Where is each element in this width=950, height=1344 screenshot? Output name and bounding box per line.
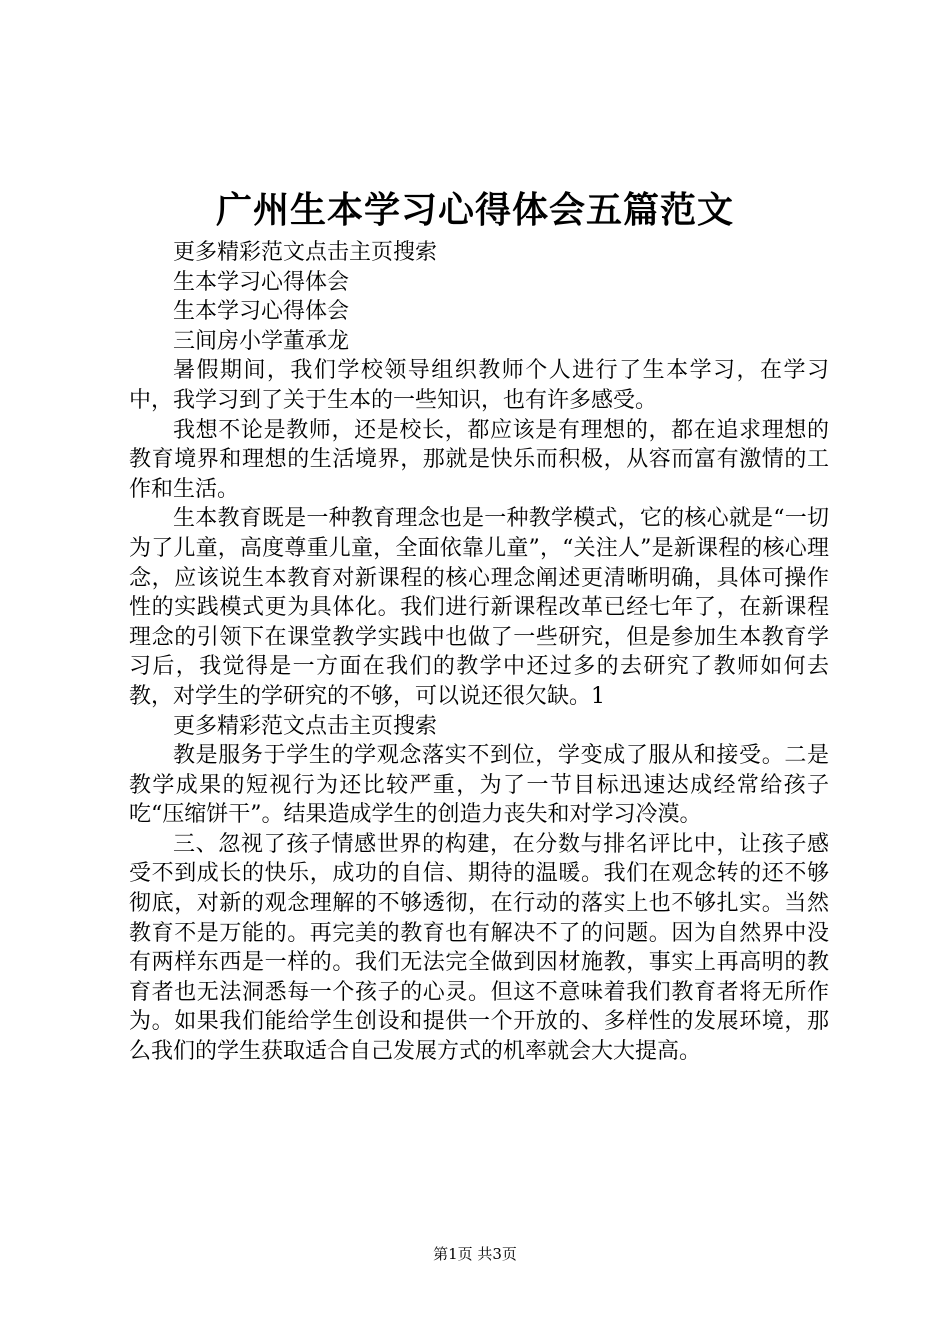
paragraph: 生本学习心得体会 <box>173 299 350 325</box>
paragraph: 更多精彩范文点击主页搜索 <box>173 240 438 265</box>
paragraph: 生本教育既是一种教育理念也是一种教学模式，它的核心就是“一切为了儿童，高度尊重儿童，全面依靠儿童”，“关注人”是新课程的核心理念，应该说生本教育对新课程的核心理念阐述更清晰明确，具体可操作性的实践模式更为具体化。我们进行新课程改革已经七年了，在新课程理念的引领下在课堂教学实践中也做了一些研究，但是参加生本教育学习后，我觉得是一方面在我们的教学中还过多的去研究了教师如何去教，对学生的学研究的不够，可以说还很欠缺。1 <box>129 506 829 709</box>
paragraph: 三、忽视了孩子情感世界的构建，在分数与排名评比中，让孩子感受不到成长的快乐，成功的自信、期待的温暖。我们在观念转的还不够彻底，对新的观念理解的不够透彻，在行动的落实上也不够扎实。当然教育不是万能的。再完美的教育也有解决不了的问题。因为自然界中没有两样东西是一样的。我们无法完全做到因材施教，事实上再高明的教育者也无法洞悉每一个孩子的心灵。但这不意味着我们教育者将无所作为。如果我们能给学生创设和提供一个开放的、多样性的发展环境，那么我们的学生获取适合自己发展方式的机率就会大大提高。 <box>129 831 829 1065</box>
paragraph: 三间房小学董承龙 <box>173 328 350 354</box>
paragraph: 更多精彩范文点击主页搜索 <box>173 713 438 739</box>
paragraph: 暑假期间，我们学校领导组织教师个人进行了生本学习，在学习中，我学习到了关于生本的一些知识，也有许多感受。 <box>129 358 829 413</box>
paragraph: 生本学习心得体会 <box>173 269 350 295</box>
document-title: 广州生本学习心得体会五篇范文 <box>215 189 734 231</box>
paragraph: 教是服务于学生的学观念落实不到位，学变成了服从和接受。二是教学成果的短视行为还比较严重，为了一节目标迅速达成经常给孩子吃“压缩饼干”。结果造成学生的创造力丧失和对学习冷漠。 <box>129 743 829 828</box>
document-body <box>129 238 829 1067</box>
paragraph: 我想不论是教师，还是校长，都应该是有理想的，都在追求理想的教育境界和理想的生活境界，那就是快乐而积极，从容而富有激情的工作和生活。 <box>129 417 829 502</box>
page-number-footer: 第1页 共3页 <box>433 1245 517 1263</box>
